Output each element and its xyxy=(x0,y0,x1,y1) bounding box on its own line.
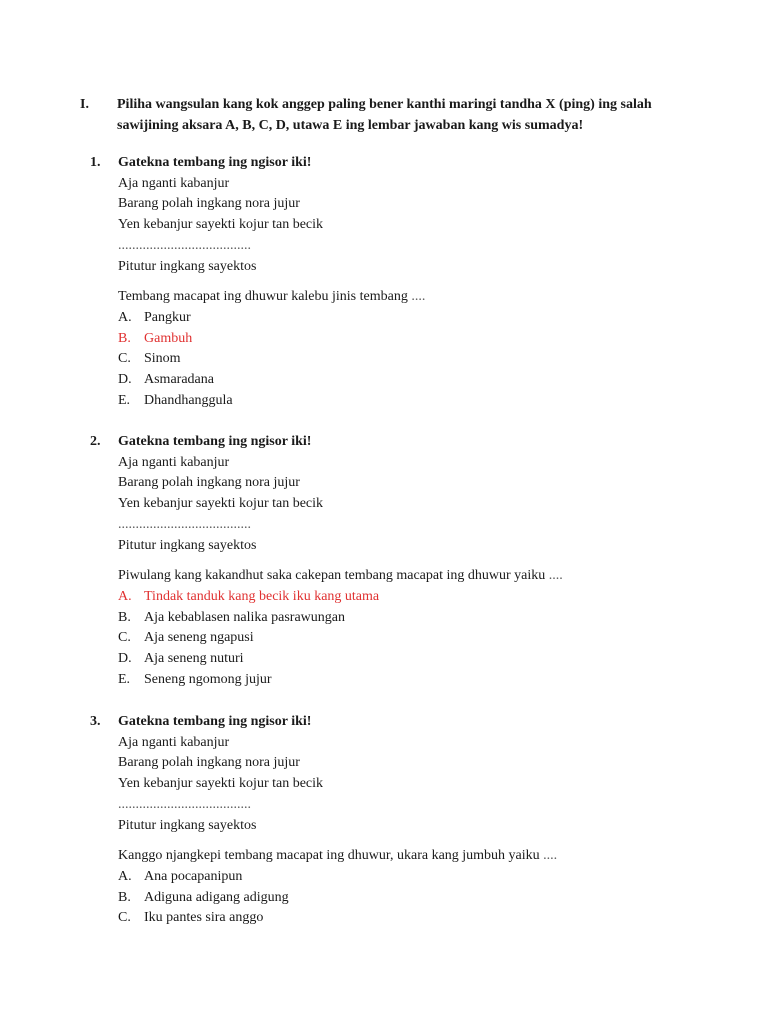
option-letter: A. xyxy=(118,868,132,884)
option-e[interactable] xyxy=(118,670,690,691)
option-c[interactable] xyxy=(118,908,690,929)
verse-blank: ...................................... xyxy=(118,237,251,253)
question-number: 1. xyxy=(90,155,101,170)
option-text: Tindak tanduk kang becik iku kang utama xyxy=(144,588,380,604)
question-1 xyxy=(90,153,690,411)
verse-line: Yen kebanjur sayekti kojur tan becik xyxy=(118,496,324,512)
verse-line: Yen kebanjur sayekti kojur tan becik xyxy=(118,776,324,792)
question-number: 2. xyxy=(90,434,101,449)
option-text: Dhandhanggula xyxy=(144,392,233,408)
verse-blank: ...................................... xyxy=(118,796,251,812)
option-c[interactable] xyxy=(118,349,690,370)
question-title: Gatekna tembang ing ngisor iki! xyxy=(118,434,312,449)
option-text: Sinom xyxy=(144,351,181,367)
option-b[interactable] xyxy=(118,608,690,629)
verse-line: Barang polah ingkang nora jujur xyxy=(118,755,300,771)
section-number: I. xyxy=(80,97,89,112)
question-heading xyxy=(90,712,690,733)
question-body xyxy=(118,174,690,412)
verse-line: Pitutur ingkang sayektos xyxy=(118,258,257,274)
option-letter: E. xyxy=(118,671,131,687)
question-prompt xyxy=(118,287,690,308)
option-text: Iku pantes sira anggo xyxy=(144,910,264,926)
option-letter: C. xyxy=(118,630,131,646)
option-letter: C. xyxy=(118,910,131,926)
prompt-text: Kanggo njangkepi tembang macapat ing dhuwur, ukara kang jumbuh yaiku xyxy=(118,848,540,864)
verse-line: Yen kebanjur sayekti kojur tan becik xyxy=(118,217,324,233)
option-letter: B. xyxy=(118,609,131,625)
question-body xyxy=(118,733,690,929)
prompt-text: Tembang macapat ing dhuwur kalebu jinis tembang xyxy=(118,289,408,305)
option-text: Pangkur xyxy=(144,309,191,325)
option-letter: B. xyxy=(118,330,131,346)
verse-line: Aja nganti kabanjur xyxy=(118,454,230,470)
option-letter: A. xyxy=(118,588,132,604)
prompt-text: Piwulang kang kakandhut saka cakepan tembang macapat ing dhuwur yaiku xyxy=(118,568,546,584)
instruction-section xyxy=(80,94,680,136)
option-letter: C. xyxy=(118,351,131,367)
option-d[interactable] xyxy=(118,649,690,670)
option-text: Seneng ngomong jujur xyxy=(144,671,272,687)
verse-line: Barang polah ingkang nora jujur xyxy=(118,475,300,491)
option-d[interactable] xyxy=(118,370,690,391)
prompt-dots: .... xyxy=(411,289,426,305)
option-b[interactable] xyxy=(118,888,690,909)
verse-line: Barang polah ingkang nora jujur xyxy=(118,196,300,212)
option-text: Aja seneng ngapusi xyxy=(144,630,254,646)
question-number: 3. xyxy=(90,714,101,729)
option-a[interactable] xyxy=(118,308,690,329)
question-body xyxy=(118,453,690,691)
verse-line: Pitutur ingkang sayektos xyxy=(118,817,257,833)
question-title: Gatekna tembang ing ngisor iki! xyxy=(118,714,312,729)
question-2 xyxy=(90,432,690,690)
question-heading xyxy=(90,153,690,174)
option-letter: A. xyxy=(118,309,132,325)
option-text: Aja seneng nuturi xyxy=(144,651,244,667)
option-letter: D. xyxy=(118,651,132,667)
option-a[interactable] xyxy=(118,867,690,888)
option-letter: D. xyxy=(118,372,132,388)
instruction-text: Piliha wangsulan kang kok anggep paling bener kanthi maringi tandha X (ping) ing salah sawijining aksara A, B, C, D, utawa E ing lembar jawaban kang wis sumadya! xyxy=(117,97,652,133)
question-title: Gatekna tembang ing ngisor iki! xyxy=(118,155,312,170)
option-e[interactable] xyxy=(118,391,690,412)
verse-blank: ...................................... xyxy=(118,516,251,532)
option-text: Gambuh xyxy=(144,330,193,346)
prompt-dots: .... xyxy=(543,848,558,864)
question-prompt xyxy=(118,566,690,587)
option-letter: E. xyxy=(118,392,131,408)
verse-line: Aja nganti kabanjur xyxy=(118,734,230,750)
option-c[interactable] xyxy=(118,628,690,649)
option-text: Ana pocapanipun xyxy=(144,868,243,884)
option-b[interactable] xyxy=(118,329,690,350)
question-3 xyxy=(90,712,690,929)
verse-line: Pitutur ingkang sayektos xyxy=(118,537,257,553)
question-prompt xyxy=(118,846,690,867)
option-text: Asmaradana xyxy=(144,372,214,388)
option-text: Adiguna adigang adigung xyxy=(144,889,289,905)
prompt-dots: .... xyxy=(548,568,563,584)
question-heading xyxy=(90,432,690,453)
verse-line: Aja nganti kabanjur xyxy=(118,175,230,191)
option-letter: B. xyxy=(118,889,131,905)
option-text: Aja kebablasen nalika pasrawungan xyxy=(144,609,345,625)
option-a[interactable] xyxy=(118,587,690,608)
